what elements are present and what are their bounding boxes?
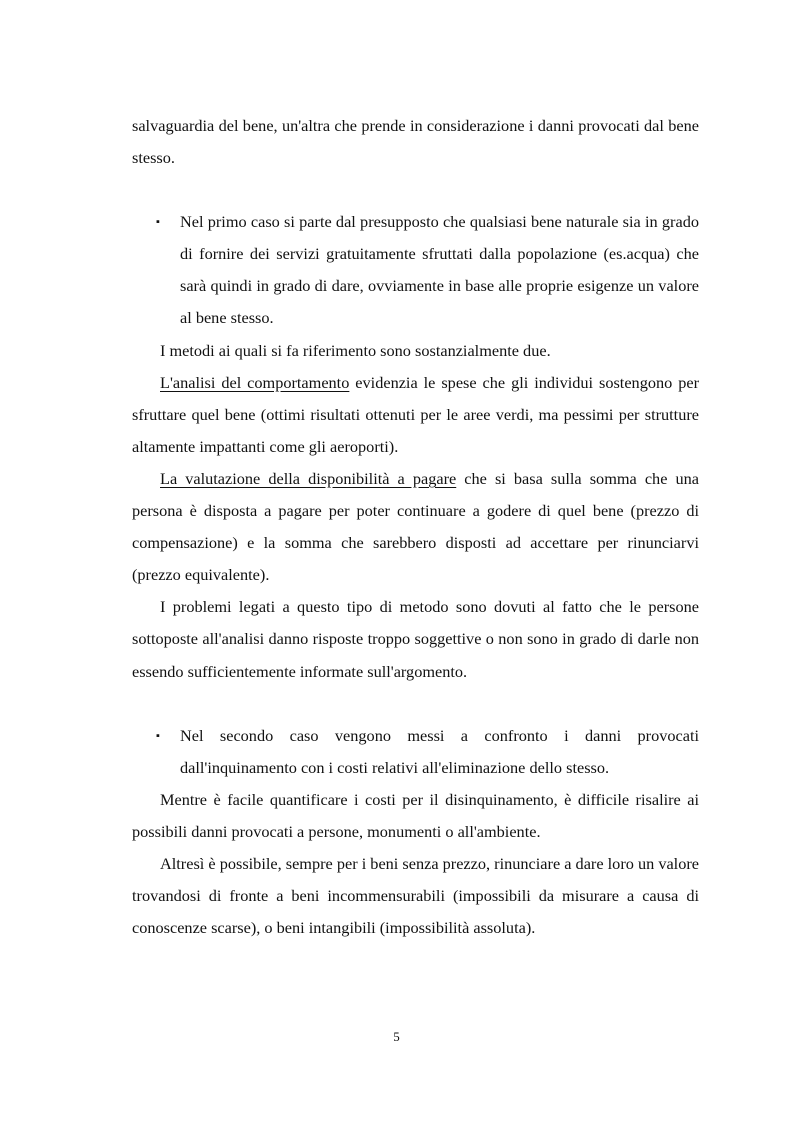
paragraph-pollution-costs: Mentre è facile quantificare i costi per il disinquinamento, è difficile risalire ai possibili danni provocati a persone, monumenti o all'ambiente. xyxy=(132,789,699,841)
body-text xyxy=(132,110,699,944)
paragraph-priceless-goods: Altresì è possibile, sempre per i beni senza prezzo, rinunciare a dare loro un valore trovandosi di fronte a beni incommensurabili (impossibili da misurare a causa di conoscenze scarse), o beni intangibili (impossibilità assoluta). xyxy=(132,853,699,938)
square-bullet-icon: ▪ xyxy=(156,729,160,742)
paragraph-problems: I problemi legati a questo tipo di metodo sono dovuti al fatto che le persone sottoposte all'analisi danno risposte troppo soggettive o non sono in grado di darle non essendo sufficientemente informate sull'argomento. xyxy=(132,597,699,681)
spacer xyxy=(132,174,699,206)
bullet-item-second-case xyxy=(156,720,699,784)
paragraph-methods: I metodi ai quali si fa riferimento sono sostanzialmente due. xyxy=(160,340,551,360)
paragraph-text: che si basa sulla somma che una persona è disposta a pagare per poter continuare a godere di quel bene (prezzo di compensazione) e la somma che sarebbero disposti ad accettare per rinunciarvi (prezzo equivalente). xyxy=(132,468,700,585)
paragraph-text: evidenzia le spese che gli individui sostengono per sfruttare quel bene (ottimi risultati ottenuti per le aree verdi, ma pessimi per strutture altamente impattanti come gli aeroporti). xyxy=(132,372,699,456)
page-number: 5 xyxy=(393,1029,400,1044)
paragraph-behaviour-analysis xyxy=(132,367,699,463)
paragraph-continuation: salvaguardia del bene, un'altra che prende in considerazione i danni provocati dal bene stesso. xyxy=(132,116,699,168)
bullet-text: Nel primo caso si parte dal presupposto che qualsiasi bene naturale sia in grado di fornire dei servizi gratuitamente sfruttati dalla popolazione (es.acqua) che sarà quindi in grado di dare, ovviamente in base alle proprie esigenze un valore al bene stesso. xyxy=(180,212,699,328)
paragraph-willingness-to-pay xyxy=(132,463,699,591)
spacer xyxy=(132,688,699,720)
bullet-item-first-case xyxy=(156,206,699,334)
underlined-term: La valutazione della disponibilità a pagare xyxy=(160,468,457,488)
underlined-term: L'analisi del comportamento xyxy=(160,372,350,392)
square-bullet-icon: ▪ xyxy=(156,216,160,229)
bullet-text: Nel secondo caso vengono messi a confronto i danni provocati dall'inquinamento con i costi relativi all'eliminazione dello stesso. xyxy=(180,725,699,777)
